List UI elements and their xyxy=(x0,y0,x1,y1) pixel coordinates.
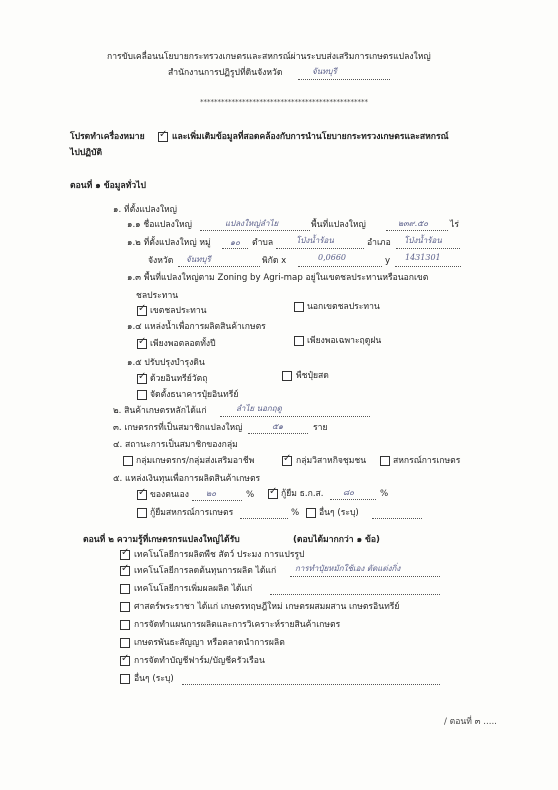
check-icon: ✓ xyxy=(138,487,147,498)
main-product-blank xyxy=(220,416,370,417)
check-icon: ✓ xyxy=(138,371,147,382)
check-icon: ✓ xyxy=(138,303,147,314)
s2-label: ๒. สินค้าเกษตรหลักได้แก่ xyxy=(113,406,207,416)
area-label: พื้นที่แปลงใหญ่ xyxy=(311,220,366,230)
knowledge-accounting-checkbox[interactable] xyxy=(120,653,130,666)
coord-y-handwriting: 1431301 xyxy=(405,253,441,262)
group-farmer-label: กลุ่มเกษตรกร/กลุ่มส่งเสริมอาชีพ xyxy=(136,456,255,466)
example-checkbox xyxy=(158,129,168,142)
area-blank xyxy=(386,230,448,231)
irrigated-checkbox[interactable] xyxy=(137,303,147,316)
water-all-year-checkbox[interactable] xyxy=(137,336,147,349)
fund-coop-blank xyxy=(240,518,288,519)
instruction-text-c: ไปปฏิบัติ xyxy=(70,148,103,158)
check-icon: ✓ xyxy=(283,453,292,464)
members-handwriting: ๕๑ xyxy=(272,422,284,431)
office-line: สำนักงานการปฏิรูปที่ดินจังหวัด xyxy=(168,68,283,78)
group-community-label: กลุ่มวิสาหกิจชุมชน xyxy=(296,456,367,466)
province-label: จังหวัด xyxy=(148,256,174,266)
part2-heading-note: (ตอบได้มากกว่า ๑ ข้อ) xyxy=(293,535,380,545)
fund-other-checkbox[interactable] xyxy=(306,508,316,518)
fund-other-label: อื่นๆ (ระบุ) xyxy=(319,508,359,518)
soil-green-checkbox[interactable] xyxy=(282,371,292,381)
knowledge-plan-label: การจัดทำแผนการผลิตและการวิเคราะห์รายสินค้าเกษตร xyxy=(134,620,341,630)
fund-baac-label: กู้ยืม ธ.ก.ส. xyxy=(281,489,324,499)
moo-handwriting: ๑๐ xyxy=(230,238,240,247)
coord-y-label: y xyxy=(385,256,391,266)
knowledge-yield-label: เทคโนโลยีการเพิ่มผลผลิต ได้แก่ xyxy=(134,584,253,594)
fund-own-handwriting: ๒๐ xyxy=(206,489,217,498)
s1-3-label-cont: ชลประทาน xyxy=(136,291,179,301)
area-handwriting: ๒๓๙.๕๐ xyxy=(398,219,429,228)
s1-1-label: ๑.๑ ชื่อแปลงใหญ่ xyxy=(127,220,193,230)
soil-organic-checkbox[interactable] xyxy=(137,371,147,384)
knowledge-other-label: อื่นๆ (ระบุ) xyxy=(134,674,174,684)
fund-coop-checkbox[interactable] xyxy=(137,508,147,518)
knowledge-other-blank xyxy=(182,684,440,685)
knowledge-cost-checkbox[interactable] xyxy=(120,563,130,576)
tambon-label: ตำบล xyxy=(252,238,274,248)
fund-own-checkbox[interactable] xyxy=(137,487,147,500)
plot-name-handwriting: แปลงใหญ่ลำไย xyxy=(225,219,279,228)
members-blank xyxy=(248,433,308,434)
fund-own-percent: % xyxy=(246,490,255,500)
check-icon: ✓ xyxy=(121,563,130,574)
fund-baac-blank xyxy=(330,499,376,500)
knowledge-contract-checkbox[interactable] xyxy=(120,638,130,648)
water-rainy-label: เพียงพอเฉพาะฤดูฝน xyxy=(307,336,382,346)
main-product-handwriting: ลำไย นอกฤดู xyxy=(236,404,282,413)
fund-baac-handwriting: ๘๐ xyxy=(343,488,355,497)
knowledge-production-label: เทคโนโลยีการผลิตพืช สัตว์ ประมง การแปรรูป xyxy=(134,550,305,560)
non-irrigated-label: นอกเขตชลประทาน xyxy=(307,302,380,312)
soil-organic-label: ด้วยอินทรีย์วัตถุ xyxy=(150,374,208,384)
tambon-handwriting: โป่งน้ำร้อน xyxy=(296,236,334,245)
fund-other-blank xyxy=(372,518,422,519)
water-all-year-label: เพียงพอตลอดทั้งปี xyxy=(150,339,216,349)
group-farmer-checkbox[interactable] xyxy=(123,456,133,466)
knowledge-yield-blank xyxy=(270,594,440,595)
irrigated-label: เขตชลประทาน xyxy=(150,306,207,316)
s1-label: ๑. ที่ตั้งแปลงใหญ่ xyxy=(113,205,177,215)
coord-y-blank xyxy=(395,266,461,267)
non-irrigated-checkbox[interactable] xyxy=(294,302,304,312)
province-handwriting: จันทบุรี xyxy=(312,67,337,76)
fund-coop-percent: % xyxy=(291,508,300,518)
instruction-text-b: และเพิ่มเติมข้อมูลที่สอดคล้องกับการนำนโยบายกระทรวงเกษตรและสหกรณ์ xyxy=(172,132,449,142)
check-icon: ✓ xyxy=(159,129,168,140)
part1-heading: ตอนที่ ๑ ข้อมูลทั่วไป xyxy=(70,181,146,191)
s1-4-label: ๑.๔ แหล่งน้ำเพื่อการผลิตสินค้าเกษตร xyxy=(127,322,266,332)
province2-blank xyxy=(178,266,260,267)
province2-handwriting: จันทบุรี xyxy=(186,255,211,264)
coord-x-label: พิกัด x xyxy=(262,256,287,266)
knowledge-cost-handwriting: การทำปุ๋ยหมักใช้เอง ตัดแต่งกิ่ง xyxy=(295,564,401,573)
fund-own-blank xyxy=(192,500,242,501)
tambon-blank xyxy=(276,248,364,249)
group-community-checkbox[interactable] xyxy=(282,453,292,466)
check-icon: ✓ xyxy=(121,547,130,558)
fund-own-label: ของตนเอง xyxy=(150,490,189,500)
next-page-note: / ตอนที่ ๓ ..... xyxy=(444,717,497,727)
star-divider: ************************************************ xyxy=(200,98,368,106)
knowledge-cost-blank xyxy=(290,576,440,577)
s1-3-label: ๑.๓ พื้นที่แปลงใหญ่ตาม Zoning by Agri-map อยู่ในเขตชลประทานหรือนอกเขต xyxy=(127,273,429,283)
group-coop-checkbox[interactable] xyxy=(380,456,390,466)
amphoe-label: อำเภอ xyxy=(367,238,391,248)
s3-label: ๓. เกษตรกรที่เป็นสมาชิกแปลงใหญ่ xyxy=(113,423,243,433)
check-icon: ✓ xyxy=(138,336,147,347)
plot-name-blank xyxy=(200,230,310,231)
fertilizer-bank-checkbox[interactable] xyxy=(137,390,147,400)
group-coop-label: สหกรณ์การเกษตร xyxy=(393,456,461,466)
knowledge-production-checkbox[interactable] xyxy=(120,547,130,560)
document-title: การขับเคลื่อนนโยบายกระทรวงเกษตรและสหกรณ์ผ่านระบบส่งเสริมการเกษตรแปลงใหญ่ xyxy=(107,52,431,62)
fund-baac-checkbox[interactable] xyxy=(268,486,278,499)
instruction-text-a: โปรดทำเครื่องหมาย xyxy=(70,132,145,142)
fund-baac-percent: % xyxy=(380,489,389,499)
members-unit: ราย xyxy=(313,423,328,433)
fertilizer-bank-label: จัดตั้งธนาคารปุ๋ยอินทรีย์ xyxy=(150,390,239,400)
part2-heading: ตอนที่ ๒ ความรู้ที่เกษตรกรแปลงใหญ่ได้รับ xyxy=(83,535,240,545)
amphoe-handwriting: โป่งน้ำร้อน xyxy=(404,236,442,245)
amphoe-blank xyxy=(396,248,460,249)
province-blank xyxy=(298,79,390,80)
knowledge-contract-label: เกษตรพันธะสัญญา หรือตลาดนำการผลิต xyxy=(134,638,285,648)
fund-coop-label: กู้ยืมสหกรณ์การเกษตร xyxy=(150,508,234,518)
s4-label: ๔. สถานะการเป็นสมาชิกของกลุ่ม xyxy=(113,440,238,450)
knowledge-plan-checkbox[interactable] xyxy=(120,620,130,630)
s1-5-label: ๑.๕ ปรับปรุงบำรุงดิน xyxy=(127,358,205,368)
knowledge-yield-checkbox[interactable] xyxy=(120,584,130,594)
knowledge-royal-checkbox[interactable] xyxy=(120,602,130,612)
coord-x-handwriting: 0,0660 xyxy=(318,253,346,262)
water-rainy-checkbox[interactable] xyxy=(294,336,304,346)
knowledge-accounting-label: การจัดทำบัญชีฟาร์ม/บัญชีครัวเรือน xyxy=(134,656,265,666)
knowledge-cost-label: เทคโนโลยีการลดต้นทุนการผลิต ได้แก่ xyxy=(134,566,277,576)
s1-2-label: ๑.๒ ที่ตั้งแปลงใหญ่ หมู่ xyxy=(127,238,211,248)
soil-green-label: พืชปุ๋ยสด xyxy=(296,371,329,381)
check-icon: ✓ xyxy=(121,653,130,664)
coord-x-blank xyxy=(298,266,382,267)
knowledge-royal-label: ศาสตร์พระราชา ได้แก่ เกษตรทฤษฎีใหม่ เกษตรผสมผสาน เกษตรอินทรีย์ xyxy=(134,602,400,612)
check-icon: ✓ xyxy=(269,486,278,497)
area-unit: ไร่ xyxy=(450,220,459,230)
s5-label: ๕. แหล่งเงินทุนเพื่อการผลิตสินค้าเกษตร xyxy=(113,474,261,484)
knowledge-other-checkbox[interactable] xyxy=(120,674,130,684)
